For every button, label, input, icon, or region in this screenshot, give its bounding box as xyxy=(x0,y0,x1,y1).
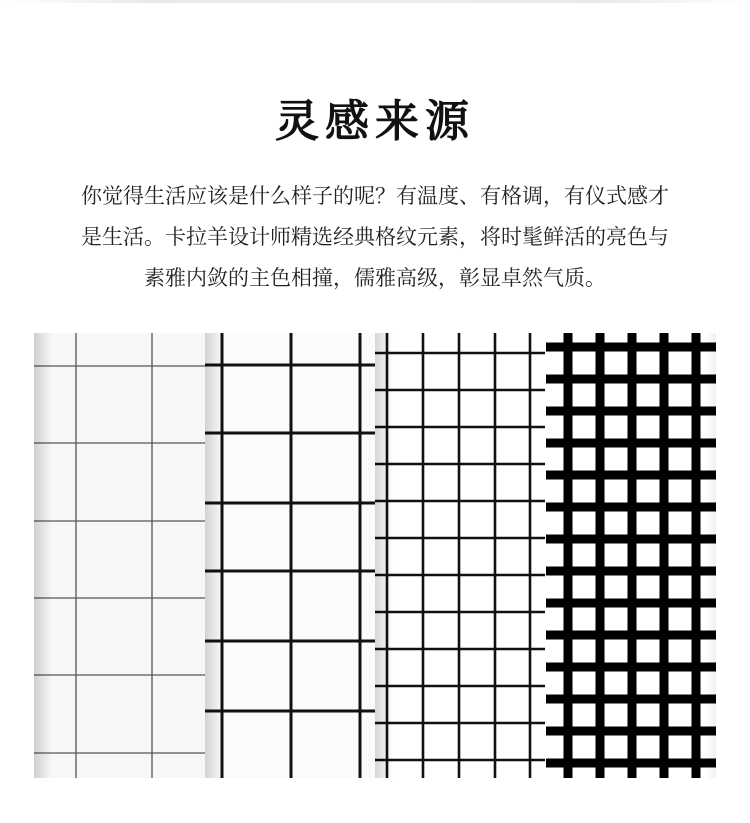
top-divider xyxy=(0,0,750,3)
swatch-small-grid xyxy=(375,333,546,778)
description-line-1: 你觉得生活应该是什么样子的呢？有温度、有格调，有仪式感才 xyxy=(81,184,669,208)
description-line-2: 是生活。卡拉羊设计师精选经典格纹元素，将时髦鲜活的亮色与 xyxy=(81,225,669,249)
swatch-bold-dense-grid xyxy=(546,333,717,778)
medium-grid-pattern xyxy=(205,333,376,778)
section-title: 灵感来源 xyxy=(275,96,475,147)
swatch-medium-grid xyxy=(205,333,376,778)
section-description xyxy=(40,176,710,299)
description-line-3: 素雅内敛的主色相撞，儒雅高级，彰显卓然气质。 xyxy=(144,266,606,290)
bold-dense-grid-pattern xyxy=(546,333,716,778)
swatch-thin-large-grid xyxy=(34,333,205,778)
thin-large-grid-pattern xyxy=(34,333,205,778)
fabric-swatch-row xyxy=(34,333,716,778)
small-grid-pattern xyxy=(375,333,545,778)
swatch-background xyxy=(34,333,205,778)
